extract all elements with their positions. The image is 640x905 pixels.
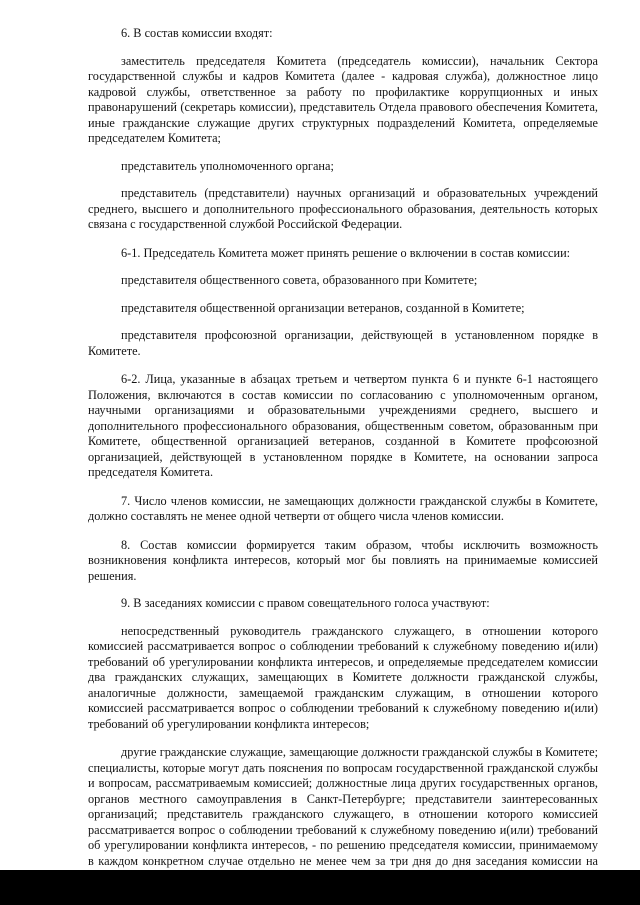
paragraph-6-2: 6-2. Лица, указанные в абзацах третьем и четвертом пункта 6 и пункте 6-1 настоящего Положения, включаются в состав комиссии по согласованию с уполномоченным органом, научными организациями и образовательными учреждениями среднего, высшего и дополнительного профессионального образования, общественным советом, образованным при Комитете, общественной организацией ветеранов, созданной в Комитете профсоюзной организацией, действующей в установленном порядке в Комитете, на основании запроса председателя Комитета.: [88, 372, 598, 479]
paragraph-9-others: другие гражданские служащие, замещающие должности гражданской службы в Комитете; специалисты, которые могут дать пояснения по вопросам государственной гражданской службы и вопросам, рассматриваемым комиссией; должностные лица других государственных органов, органов местного самоуправления в Санкт-Петербурге; представители заинтересованных организаций; представитель гражданского служащего, в отношении которого комиссией рассматривается вопрос о соблюдении требований к служебному поведению и(или) требований об урегулировании конфликта интересов, - по решению председателя комиссии, принимаемому в каждом конкретном случае отдельно не менее чем за три дня до дня заседания комиссии на: [88, 745, 598, 868]
paragraph-8: 8. Состав комиссии формируется таким образом, чтобы исключить возможность возникновения конфликта интересов, который мог бы повлиять на принимаемые комиссией решения.: [88, 537, 598, 583]
paragraph-6-1-veterans: представителя общественной организации ветеранов, созданной в Комитете;: [121, 300, 525, 315]
document-body: [88, 26, 598, 885]
paragraph-6-scientific-reps: представитель (представители) научных организаций и образовательных учреждений среднего, высшего и дополнительного профессионального образования, деятельность которых связана с государственной службой Российской Федерации.: [88, 186, 598, 231]
paragraph-6-authorized-body: представитель уполномоченного органа;: [121, 158, 334, 173]
paragraph-6-members: заместитель председателя Комитета (председатель комиссии), начальник Сектора государственной службы и кадров Комитета (далее - кадровая служба), должностное лицо кадровой службы, ответственное за работу по профилактике коррупционных и иных правонарушений (секретарь комиссии), представитель Отдела правового обеспечения Комитета, иные гражданские служащие других структурных подразделений Комитета, определяемые председателем Комитета;: [88, 53, 598, 145]
scan-border-bar: [0, 870, 640, 905]
paragraph-9-supervisor: непосредственный руководитель гражданского служащего, в отношении которого комиссией рассматривается вопрос о соблюдении требований к служебному поведению и(или) требований об урегулировании конфликта интересов, и определяемые председателем комиссии два гражданских служащих, замещающих в Комитете должности гражданской службы, аналогичные должности, замещаемой гражданским служащим, в отношении которого комиссией рассматривается вопрос о соблюдении требований к служебному поведению и(или) требований об урегулировании конфликта интересов;: [88, 623, 598, 731]
paragraph-6-1-public-council: представителя общественного совета, образованного при Комитете;: [121, 273, 478, 287]
paragraph-6-1-heading: 6-1. Председатель Комитета может принять решение о включении в состав комиссии:: [121, 245, 571, 260]
paragraph-7: 7. Число членов комиссии, не замещающих должности гражданской службы в Комитете, должно составлять не менее одной четверти от общего числа членов комиссии.: [88, 493, 598, 523]
paragraph-9-heading: 9. В заседаниях комиссии с правом совещательного голоса участвуют:: [121, 596, 490, 610]
paragraph-6-heading: 6. В состав комиссии входят:: [121, 26, 273, 40]
paragraph-6-1-trade-union: представителя профсоюзной организации, действующей в установленном порядке в Комитете.: [88, 328, 598, 358]
